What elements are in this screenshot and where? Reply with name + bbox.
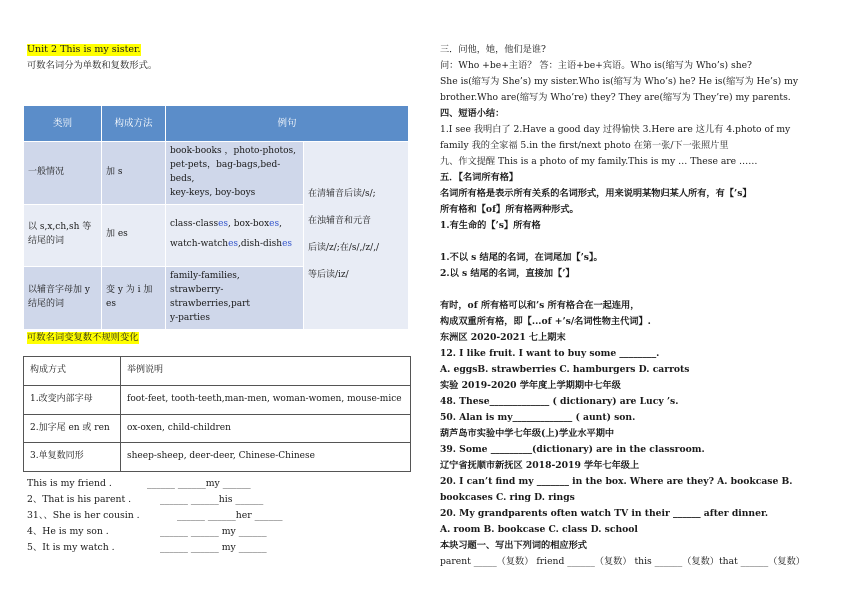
question-line: 50. Alan is my_____________ ( aunt) son. bbox=[440, 412, 636, 423]
section-heading: 四、短语小结： bbox=[440, 108, 505, 119]
question-line: 20. My grandparents often watch TV in their ______ after dinner. bbox=[440, 508, 769, 519]
text-line: 2.以 s 结尾的名词，直接加【’】 bbox=[440, 268, 575, 279]
exercise-question: 5、It is my watch . bbox=[27, 542, 115, 553]
unit-title: Unit 2 This is my sister. bbox=[27, 44, 141, 55]
options-line: A. eggsB. strawberries C. hamburgers D. carrots bbox=[440, 364, 690, 375]
question-line: 39. Some _________(dictionary) are in the classroom. bbox=[440, 444, 705, 455]
source-line: 葫芦岛市实验中学七年级(上)学业水平期中 bbox=[440, 428, 615, 439]
options-line: bookcases C. ring D. rings bbox=[440, 492, 575, 503]
text-line: 1.不以 s 结尾的名词，在词尾加【’s】。 bbox=[440, 252, 603, 263]
intro-text: 可数名词分为单数和复数形式。 bbox=[27, 60, 158, 71]
row-examples: class-classes, box-boxes, watch-watches,dish-dishes bbox=[166, 204, 304, 266]
text-line: parent _____（复数） friend ______（复数） this ______（复数）that ______（复数） bbox=[440, 556, 805, 567]
exercise-question: This is my friend . bbox=[27, 478, 112, 489]
question-line: 20. I can’t find my _______ in the box. Where are they? A. bookcase B. bbox=[440, 476, 793, 487]
source-line: 东洲区 2020-2021 七上期末 bbox=[440, 332, 566, 343]
row-method: 加 s bbox=[102, 142, 166, 205]
table-header: 举例说明 bbox=[121, 357, 411, 386]
pronunciation-note: 在清辅音后读/s/; 在浊辅音和元音 后读/z/;在/s/,/z/,/ 等后读/iz/ bbox=[304, 142, 409, 330]
table-cell: foot-feet, tooth-teeth,man-men, woman-women, mouse-mice bbox=[121, 386, 411, 415]
row-examples: book-books ，photo-photos, pet-pets，bag-bags,bed-beds, key-keys, boy-boys bbox=[166, 142, 304, 205]
text-line: 有时，of 所有格可以和’s 所有格合在一起连用， bbox=[440, 300, 640, 311]
exercise-answer: ______ ______ my ______ bbox=[160, 542, 267, 553]
section-heading: 五．【名词所有格】 bbox=[440, 172, 519, 183]
exercise-question: 31、、She is her cousin . bbox=[27, 510, 140, 521]
text-line: 所有格和【of】所有格两种形式。 bbox=[440, 204, 579, 215]
exercise-answer: ______ ______ my ______ bbox=[160, 526, 267, 537]
header-method: 构成方法 bbox=[102, 106, 166, 142]
row-method: 变 y 为 i 加 es bbox=[102, 266, 166, 329]
table-cell: ox-oxen, child-children bbox=[121, 415, 411, 443]
text-line: 九、作文提醒 This is a photo of my family.This is my … These are …… bbox=[440, 156, 758, 167]
exercise-question: 2、That is his parent . bbox=[27, 494, 132, 505]
irregular-plural-table bbox=[23, 356, 411, 472]
exercise-question: 4、He is my son . bbox=[27, 526, 109, 537]
text-line: 构成双重所有格，即【...of +’s/名词性物主代词】. bbox=[440, 316, 651, 327]
header-example: 例句 bbox=[166, 106, 409, 142]
text-line: 问：Who +be+主语？ 答：主语+be+宾语。Who is(缩写为 Who’s) she? bbox=[440, 60, 752, 71]
source-line: 实验 2019-2020 学年度上学期期中七年级 bbox=[440, 380, 621, 391]
irregular-title: 可数名词变复数不规则变化 bbox=[27, 332, 139, 343]
plural-rules-table bbox=[23, 105, 409, 330]
header-category: 类别 bbox=[24, 106, 102, 142]
row-method: 加 es bbox=[102, 204, 166, 266]
table-cell: 1.改变内部字母 bbox=[24, 386, 121, 415]
question-line: 48. These_____________ ( dictionary) are Lucy ’s. bbox=[440, 396, 679, 407]
exercise-answer: ______ ______his ______ bbox=[160, 494, 264, 505]
text-line: brother.Who are(缩写为 Who’re) they? They are(缩写为 They’re) my parents. bbox=[440, 92, 791, 103]
options-line: A. room B. bookcase C. class D. school bbox=[440, 524, 638, 535]
text-line: family 我的全家福 5.in the first/next photo 在第一张/下一张照片里 bbox=[440, 140, 729, 151]
row-examples: family-families, strawberry-strawberries,part y-parties bbox=[166, 266, 304, 329]
text-line: She is(缩写为 She’s) my sister.Who is(缩写为 Who’s) he? He is(缩写为 He’s) my bbox=[440, 76, 799, 87]
exercise-answer: ______ ______my ______ bbox=[147, 478, 251, 489]
source-line: 辽宁省抚顺市新抚区 2018-2019 学年七年级上 bbox=[440, 460, 640, 471]
section-heading: 三．问他，她，他们是谁? bbox=[440, 44, 546, 55]
table-cell: 2.加字尾 en 或 ren bbox=[24, 415, 121, 443]
question-line: 12. I like fruit. I want to buy some ________. bbox=[440, 348, 660, 359]
text-line: 名词所有格是表示所有关系的名词形式，用来说明某物归某人所有，有【’s】 bbox=[440, 188, 752, 199]
row-category: 以辅音字母加 y 结尾的词 bbox=[24, 266, 102, 329]
table-header: 构成方式 bbox=[24, 357, 121, 386]
row-category: 以 s,x,ch,sh 等结尾的词 bbox=[24, 204, 102, 266]
row-category: 一般情况 bbox=[24, 142, 102, 205]
text-line: 1.有生命的【’s】所有格 bbox=[440, 220, 541, 231]
section-heading: 本块习题一、写出下列词的相应形式 bbox=[440, 540, 587, 551]
table-cell: sheep-sheep, deer-deer, Chinese-Chinese bbox=[121, 443, 411, 472]
table-cell: 3.单复数同形 bbox=[24, 443, 121, 472]
text-line: 1.I see 我明白了 2.Have a good day 过得愉快 3.Here are 这儿有 4.photo of my bbox=[440, 124, 791, 135]
exercise-answer: ______ ______her ______ bbox=[177, 510, 283, 521]
